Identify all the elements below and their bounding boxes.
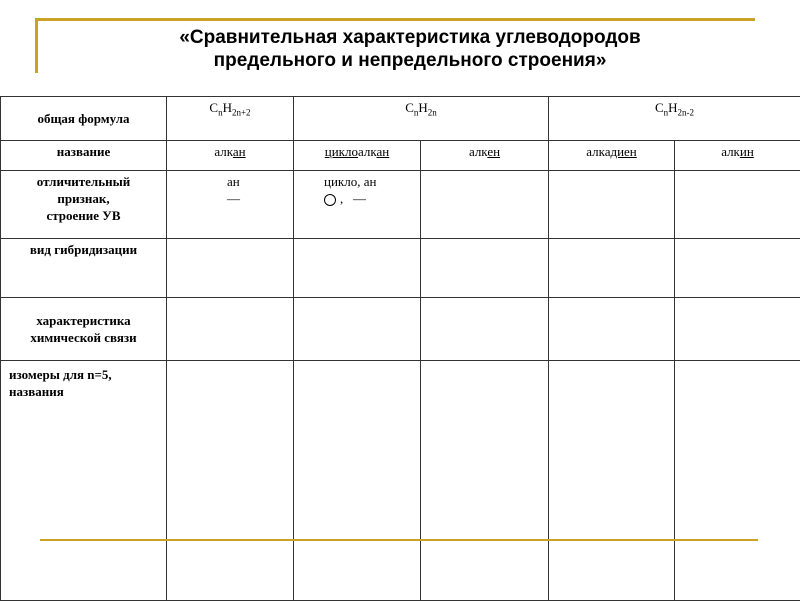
bond-alkan[interactable] <box>167 298 294 361</box>
feature-alkan: ан — <box>167 171 294 239</box>
row-header-formula: общая формула <box>1 97 167 141</box>
isomers-cycloalkan[interactable] <box>294 361 421 601</box>
feature-alkin[interactable] <box>675 171 800 239</box>
hybrid-alkan[interactable] <box>167 239 294 298</box>
table-row-hybrid <box>1 239 800 298</box>
feature-cycloalkan: цикло, ан , — <box>294 171 421 239</box>
table-row-bond <box>1 298 800 361</box>
decor-line-top <box>35 18 755 21</box>
name-alkin: алкин <box>675 141 800 171</box>
ring-icon <box>324 194 336 206</box>
name-cycloalkan: циклоалкан <box>294 141 421 171</box>
feature-alkadien[interactable] <box>549 171 675 239</box>
formula-alkanes: $C_nH_{2n+2}$ <box>167 97 294 141</box>
bond-alkadien[interactable] <box>549 298 675 361</box>
hybrid-cycloalkan[interactable] <box>294 239 421 298</box>
name-alken: алкен <box>421 141 549 171</box>
decor-line-left <box>35 18 38 73</box>
name-alkadien: алкадиен <box>549 141 675 171</box>
formula-cycloalkanes-alkenes: $C_nH_{2n}$ <box>294 97 549 141</box>
bond-alkin[interactable] <box>675 298 800 361</box>
row-header-hybrid: вид гибридизации <box>1 239 167 298</box>
row-header-name: название <box>1 141 167 171</box>
table-row-name <box>1 141 800 171</box>
name-alkan: алкан <box>167 141 294 171</box>
row-header-isomers: изомеры для n=5, названия <box>1 361 167 601</box>
isomers-alken[interactable] <box>421 361 549 601</box>
isomers-alkan[interactable] <box>167 361 294 601</box>
feature-alken[interactable] <box>421 171 549 239</box>
isomers-alkin[interactable] <box>675 361 800 601</box>
row-header-bond: характеристика химической связи <box>1 298 167 361</box>
table-row-isomers <box>1 361 800 601</box>
hybrid-alkadien[interactable] <box>549 239 675 298</box>
table-row-formula <box>1 97 800 141</box>
hybrid-alkin[interactable] <box>675 239 800 298</box>
page-title: «Сравнительная характеристика углеводородов предельного и непредельного строения» <box>60 26 760 72</box>
bond-cycloalkan[interactable] <box>294 298 421 361</box>
row-header-feature: отличительный признак, строение УВ <box>1 171 167 239</box>
formula-alkadienes-alkynes: $C_nH_{2n-2}$ <box>549 97 800 141</box>
isomers-alkadien[interactable] <box>549 361 675 601</box>
bond-alken[interactable] <box>421 298 549 361</box>
table-row-feature <box>1 171 800 239</box>
decor-line-bottom <box>40 539 758 541</box>
comparison-table <box>0 96 800 601</box>
hybrid-alken[interactable] <box>421 239 549 298</box>
